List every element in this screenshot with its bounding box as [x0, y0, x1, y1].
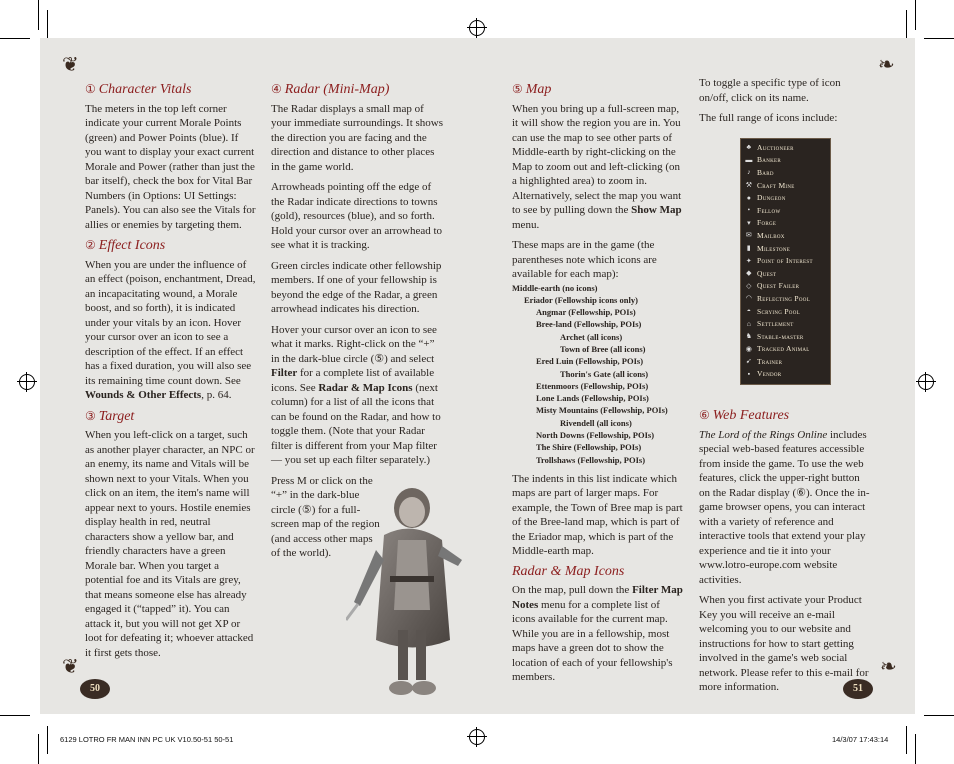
icon-toggle-vendor[interactable] [741, 368, 830, 381]
milestone-icon: ▮ [746, 244, 752, 253]
toggle-text-1: To toggle a specific type of icon on/off, click on its name. [699, 77, 841, 104]
icon-toggle-label: Quest [757, 268, 777, 278]
scrying-pool-icon: ◓ [746, 307, 752, 316]
map-text-2: These maps are in the game (the parentheses note which icons are available for each map): [512, 239, 657, 280]
auctioneer-icon: ♣ [746, 143, 752, 152]
icon-toggle-label: Stable-master [757, 331, 804, 341]
page-number-left: 50 [80, 679, 110, 699]
banker-icon: ▬ [745, 155, 753, 164]
registration-mark-icon [469, 729, 485, 745]
column-3 [512, 76, 684, 691]
map-list-item: Ered Luin (Fellowship, POIs) [536, 356, 644, 367]
hobbit-illustration [346, 480, 468, 710]
radar-icons-text: On the map, pull down the Filter Map Notes menu for a complete list of icons available for the current map. While you are in a fellowship, most maps have a green dot to show the location of each of your fellowship's members. [512, 584, 683, 684]
column-4 [699, 76, 871, 132]
map-list-item: Trollshaws (Fellowship, POIs) [536, 454, 646, 465]
map-list-item: Lone Lands (Fellowship, POIs) [536, 393, 649, 404]
vitals-text: The meters in the top left corner indicate your current Morale Points (green) and Power Points (blue). If you want to display your exact current Morale and Power (rather than just the bar itself), check the box for Vital Bar Numbers (in Options: UI Settings: Panels). You can also see the Vitals for allies or enemies by targeting them. [85, 102, 256, 231]
point-of-interest-icon: ✦ [745, 256, 753, 265]
quest-icon: ◆ [746, 269, 752, 278]
registration-mark-icon [918, 374, 934, 390]
icon-toggle-label: Banker [757, 155, 782, 165]
icon-toggle-milestone[interactable] [741, 242, 830, 255]
icon-toggle-label: Forge [757, 218, 777, 228]
map-list-item: Town of Bree (all icons) [560, 343, 646, 354]
map-list-item: Thorin's Gate (all icons) [560, 368, 649, 379]
forge-icon: ▾ [747, 218, 751, 227]
icon-toggle-scrying-pool[interactable] [741, 305, 830, 318]
icon-toggle-trainer[interactable] [741, 355, 830, 368]
icon-toggle-label: Reflecting Pool [757, 293, 811, 303]
icon-toggle-dungeon[interactable] [741, 191, 830, 204]
icon-toggle-label: Quest Failer [757, 281, 800, 291]
icon-toggle-craft-mine[interactable] [741, 179, 830, 192]
page-number-right: 51 [843, 679, 873, 699]
icon-toggle-label: Auctioneer [757, 142, 794, 152]
quest-failer-icon: ◇ [746, 281, 752, 290]
registration-mark-icon [469, 20, 485, 36]
icon-toggle-auctioneer[interactable] [741, 141, 830, 154]
vendor-icon: ▪ [747, 369, 751, 378]
vine-ornament-icon: ❦ [62, 54, 79, 76]
mailbox-icon: ✉ [745, 231, 753, 240]
section-heading-effects: ② Effect Icons [85, 238, 166, 253]
map-list-item: Misty Mountains (Fellowship, POIs) [536, 405, 668, 416]
registration-mark-icon [19, 374, 35, 390]
target-text: When you left-click on a target, such as another player character, an NPC or an enemy, its name and Vitals will be shown next to your Vitals. When you click on an item, the item's name will appear next to yours. Hostile enemies display health in red, neutral characters show a yellow bar, and friendly characters have a green Morale bar. When you target a potential foe and its Vitals are grey, that means someone else has already engaged it (“tapped” it). You can attack it, but you will not get XP or loot for defeating it; whoever attacked it first gets those. [85, 429, 255, 659]
radar-text-2: Arrowheads pointing off the edge of the Radar indicate directions to towns (gold), resources (blue), and so forth. Hold your cursor over an arrowhead to see what it is tracking. [271, 181, 443, 251]
map-list-item: Middle-earth (no icons) [512, 282, 598, 293]
icon-toggle-tracked-animal[interactable] [741, 343, 830, 356]
icon-toggle-label: Scrying Pool [757, 306, 800, 316]
icon-toggle-label: Tracked Animal [757, 344, 810, 354]
icon-toggle-quest[interactable] [741, 267, 830, 280]
radar-text-3: Green circles indicate other fellowship members. If one of your fellowship is beyond the edge of the Radar, a green arrowhead indicates his direction. [271, 259, 442, 315]
section-heading-radar: ④ Radar (Mini-Map) [271, 82, 390, 97]
reflecting-pool-icon: ◠ [745, 294, 753, 303]
trainer-icon: ➹ [745, 357, 753, 366]
stable-master-icon: ♞ [745, 332, 753, 341]
column-1 [85, 76, 257, 666]
icon-toggle-label: Settlement [757, 319, 794, 329]
footer-slug-left: 6129 LOTRO FR MAN INN PC UK V10.50-51 50-51 [60, 735, 234, 744]
web-text-1: The Lord of the Rings Online includes special web-based features accessible from inside the game. To use the web features, click the upper-right button on the Radar display (⑥). Once the in-game browser opens, you can interact with a variety of reference and interactive tools that extend your play experience and tie it into your www.lotro-europe.com website activities. [699, 428, 870, 586]
icon-toggle-reflecting-pool[interactable] [741, 292, 830, 305]
map-list-item: North Downs (Fellowship, POIs) [536, 430, 655, 441]
map-list-item: Archet (all icons) [560, 331, 623, 342]
footer-slug-right: 14/3/07 17:43:14 [832, 735, 889, 744]
icon-toggle-label: Mailbox [757, 230, 785, 240]
icon-toggle-label: Point of Interest [757, 256, 813, 266]
map-list-item: Angmar (Fellowship, POIs) [536, 307, 636, 318]
icon-toggle-label: Trainer [757, 356, 783, 366]
craft-mine-icon: ⚒ [745, 181, 753, 190]
bard-icon: ♪ [747, 168, 751, 177]
section-heading-target: ③ Target [85, 408, 135, 424]
tracked-animal-icon: ◉ [745, 344, 753, 353]
icon-toggle-label: Milestone [757, 243, 791, 253]
icon-toggle-forge[interactable] [741, 217, 830, 230]
map-list-item: Eriador (Fellowship icons only) [524, 294, 638, 305]
map-text-1: When you bring up a full-screen map, it will show the region you are in. You can use the map to see other parts of Middle-earth by right-clicking on the Map to zoom out and left-clicking (on a highlighted area) to zoom in. Alternatively, select the map you want to see by pulling down the Show Map menu. [512, 102, 682, 231]
settlement-icon: ⌂ [746, 319, 752, 328]
icon-toggle-bard[interactable] [741, 166, 830, 179]
radar-text-5: Press M or click on the “+” in the dark-blue circle (⑤) for a full-screen map of the region (and access other maps of the world). [271, 474, 380, 559]
icon-toggle-label: Bard [757, 167, 774, 177]
icon-toggle-label: Fellow [757, 205, 781, 215]
section-heading-web: ⑥ Web Features [699, 408, 790, 423]
icon-toggle-banker[interactable] [741, 154, 830, 167]
web-text-2: When you first activate your Product Key you will receive an e-mail welcoming you to our website and instructions for how to start getting involved in the game's web social network. Please refer to this e-mail for more information. [699, 594, 869, 693]
icon-toggle-stable-master[interactable] [741, 330, 830, 343]
section-heading-map: ⑤ Map [512, 82, 552, 97]
icon-toggle-quest-failer[interactable] [741, 280, 830, 293]
vine-ornament-icon: ❧ [878, 54, 895, 76]
section-heading-vitals: ① Character Vitals [85, 82, 192, 97]
radar-text-1: The Radar displays a small map of your immediate surroundings. It shows the direction you are facing and the direction and distance to other places in the game world. [271, 102, 444, 173]
map-list [512, 282, 684, 466]
map-list-item: The Shire (Fellowship, POIs) [536, 442, 642, 453]
map-list-item: Rivendell (all icons) [560, 417, 632, 428]
vine-ornament-icon: ❦ [62, 656, 79, 678]
vine-ornament-icon: ❧ [880, 656, 897, 678]
icon-toggle-mailbox[interactable] [741, 229, 830, 242]
dungeon-icon: ● [746, 193, 752, 202]
map-list-item: Ettenmoors (Fellowship, POIs) [536, 380, 649, 391]
icon-toggle-point-of-interest[interactable] [741, 254, 830, 267]
icon-toggle-label: Craft Mine [757, 180, 795, 190]
icon-toggle-label: Vendor [757, 369, 782, 379]
toggle-text-2: The full range of icons include: [699, 112, 838, 124]
map-list-item: Bree-land (Fellowship, POIs) [536, 319, 642, 330]
effects-text: When you are under the influence of an effect (poison, enchantment, Dread, an incapacitating wound, a Morale boost, and so forth), it is indicated under your vitals by an icon. Hover your cursor over an icon to see a description of the effect. If an effect has a fixed duration, you will also see its remaining time count down. See Wounds & Other Effects, p. 64. [85, 258, 256, 401]
fellow-icon: • [747, 206, 751, 215]
icon-toggle-settlement[interactable] [741, 317, 830, 330]
map-text-3: The indents in this list indicate which maps are part of larger maps. For example, the Town of Bree map is part of the Bree-land map, which is part of the Eriador map, which is part of the Middle-earth map. [512, 472, 683, 558]
radar-text-4: Hover your cursor over an icon to see what it marks. Right-click on the “+” in the dark-blue circle (⑤) and select Filter for a complete list of available icons. See Radar & Map Icons (next column) for a list of all the icons that can be found on the Radar, and how to toggle them. (Note that your Radar filter is different from your Map filter — you set up each filter separately.) [271, 323, 441, 466]
section-heading-radar-icons: Radar & Map Icons [512, 563, 625, 579]
icon-toggle-label: Dungeon [757, 193, 786, 203]
icon-toggle-fellow[interactable] [741, 204, 830, 217]
icon-filter-list [740, 138, 831, 385]
column-4-lower [699, 402, 871, 701]
